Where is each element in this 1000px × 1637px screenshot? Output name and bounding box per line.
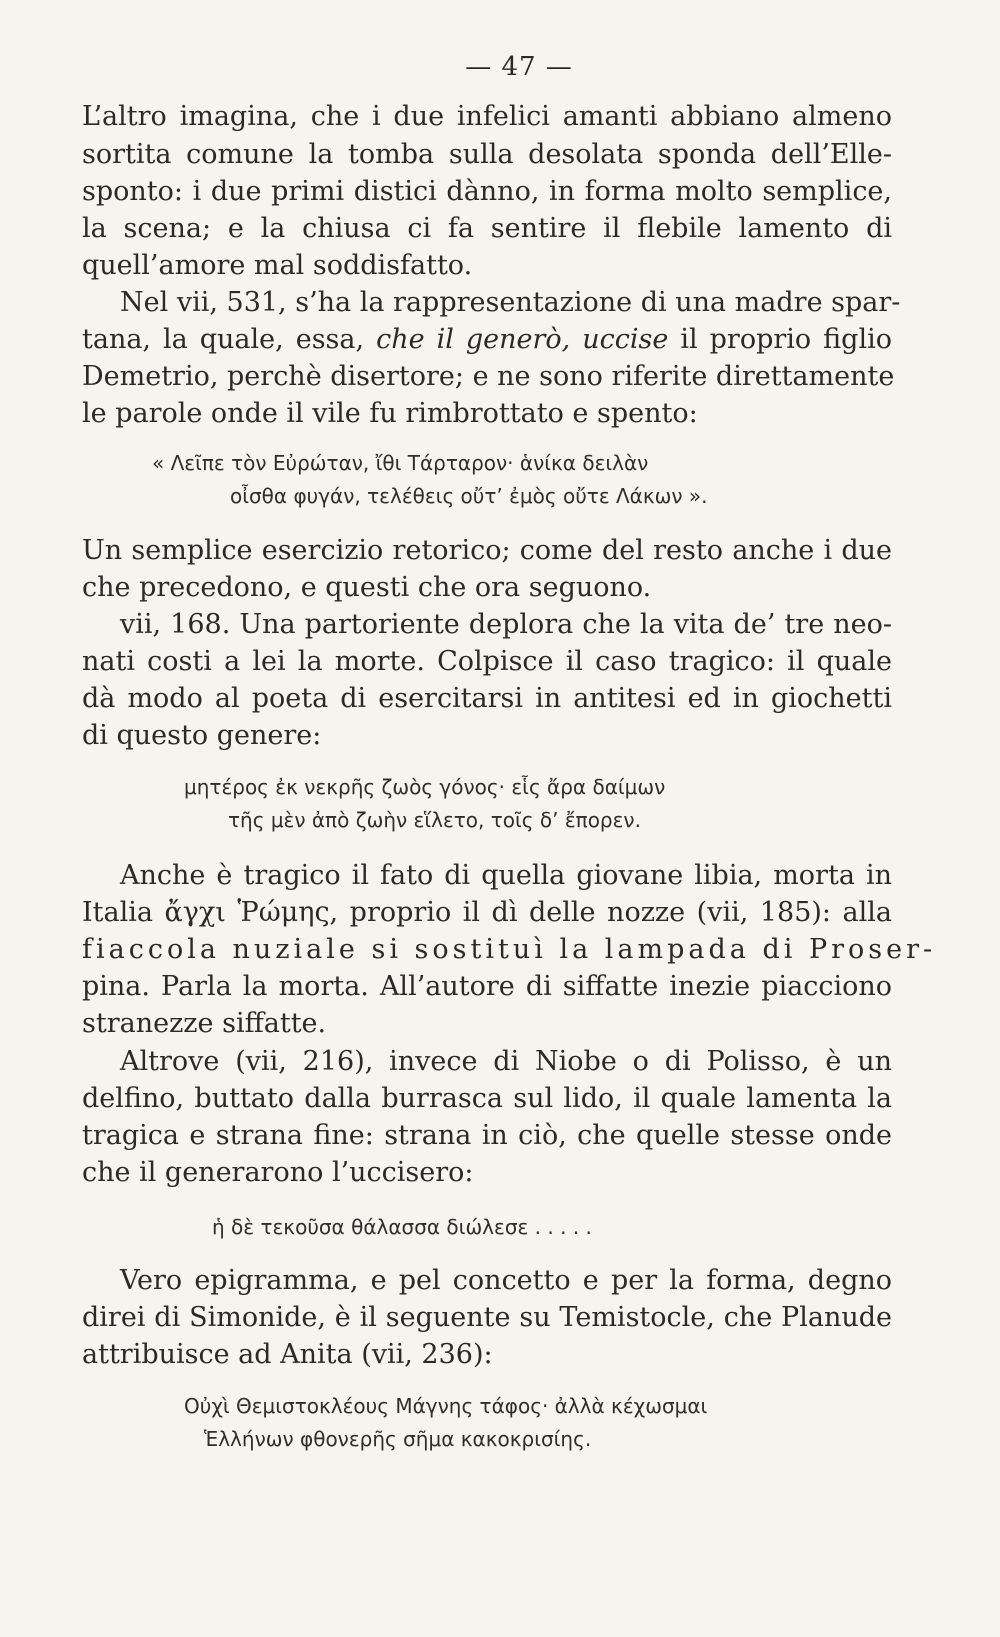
greek-verse: Ἑλλήνων φθονερῆς σῆμα κακοκρισίης. — [204, 1427, 592, 1451]
text-line: quell’amore mal soddisfatto. — [82, 250, 473, 281]
text-segment: il proprio figlio — [680, 324, 892, 355]
text-line: vii, 168. Una partoriente deplora che la vita de’ tre neo- — [120, 609, 892, 640]
greek-verse: τῆς μὲν ἀπὸ ζωὴν εἵλετο, τοῖς δ’ ἔπορεν. — [228, 808, 641, 832]
greek-verse: « Λεῖπε τὸν Εὐρώταν, ἴθι Τάρταρον· ἁνίκα δειλὰν — [152, 451, 649, 475]
greek-verse: ἡ δὲ τεκοῦσα θάλασσα διώλεσε . . . . . — [212, 1215, 592, 1239]
text-line: le parole onde il vile fu rimbrottato e spento: — [82, 398, 698, 429]
text-line: attribuisce ad Anita (vii, 236): — [82, 1339, 493, 1370]
text-line: Un semplice esercizio retorico; come del resto anche i due — [82, 535, 892, 566]
text-line: Vero epigramma, e pel concetto e per la forma, degno — [120, 1265, 892, 1296]
italic-phrase: che il generò, uccise — [376, 324, 669, 355]
greek-verse: οἶσθα φυγάν, τελέθεις οὔτ’ ἐμὸς οὔτε Λάκων ». — [230, 484, 708, 508]
text-line: dà modo al poeta di esercitarsi in antitesi ed in giochetti — [82, 683, 892, 714]
text-line: Demetrio, perchè disertore; e ne sono riferite direttamente — [82, 361, 895, 392]
text-line: tragica e strana fine: strana in ciò, che quelle stesse onde — [82, 1120, 892, 1151]
text-line: che precedono, e questi che ora seguono. — [82, 572, 652, 603]
text-line: Italia ἄγχι Ῥώμης, proprio il dì delle nozze (vii, 185): alla — [82, 897, 892, 928]
text-line: Nel vii, 531, s’ha la rappresentazione di una madre spar- — [120, 287, 901, 318]
text-line-spaced: fiaccola nuziale si sostituì la lampada di Proser- — [82, 934, 937, 965]
text-line: sortita comune la tomba sulla desolata sponda dell’Elle- — [82, 139, 892, 170]
text-line: Altrove (vii, 216), invece di Niobe o di Polisso, è un — [120, 1046, 892, 1077]
text-line: sponto: i due primi distici dànno, in forma molto semplice, — [82, 176, 892, 207]
text-line-mixed — [82, 321, 892, 359]
text-line: Anche è tragico il fato di quella giovane libia, morta in — [120, 860, 892, 891]
page-number: — 47 — — [465, 52, 573, 82]
text-line: direi di Simonide, è il seguente su Temistocle, che Planude — [82, 1302, 892, 1333]
text-segment: tana, la quale, essa, — [82, 324, 365, 355]
text-line: L’altro imagina, che i due infelici amanti abbiano almeno — [82, 101, 892, 132]
text-line: di questo genere: — [82, 720, 322, 751]
greek-verse: μητέρος ἐκ νεκρῆς ζωὸς γόνος· εἷς ἄρα δαίμων — [184, 775, 666, 799]
text-line: pina. Parla la morta. All’autore di siffatte inezie piacciono — [82, 971, 892, 1002]
text-line: stranezze siffatte. — [82, 1008, 327, 1039]
text-line: che il generarono l’uccisero: — [82, 1157, 474, 1188]
text-line: delfino, buttato dalla burrasca sul lido, il quale lamenta la — [82, 1083, 892, 1114]
text-line: la scena; e la chiusa ci fa sentire il flebile lamento di — [82, 213, 892, 244]
text-line: nati costi a lei la morte. Colpisce il caso tragico: il quale — [82, 646, 892, 677]
greek-verse: Οὐχὶ Θεμιστοκλέους Μάγνης τάφος· ἀλλὰ κέχωσμαι — [184, 1394, 708, 1418]
